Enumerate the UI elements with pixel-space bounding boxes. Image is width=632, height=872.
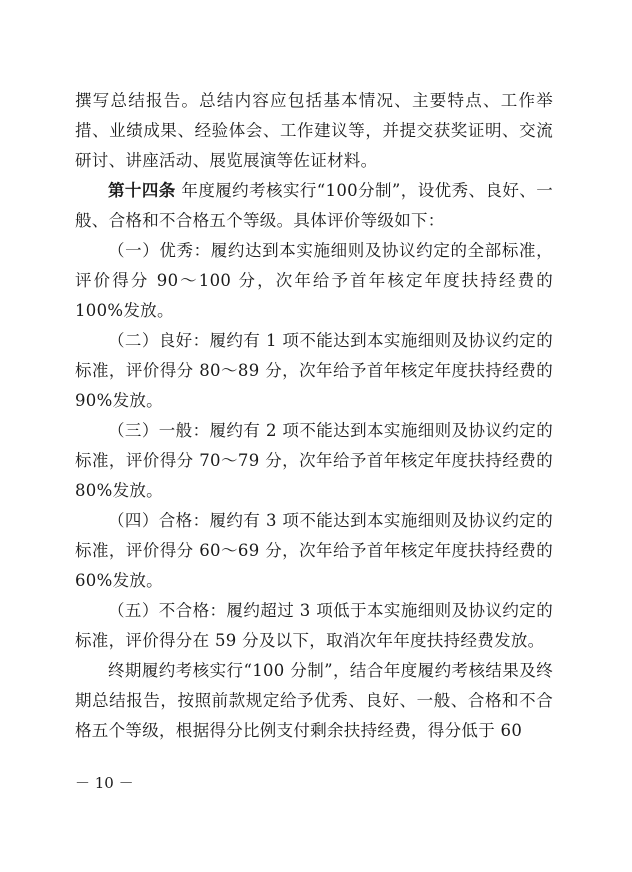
grade-average-paragraph: （三）一般：履约有 2 项不能达到本实施细则及协议约定的标准，评价得分 70～79 分，次年给予首年核定年度扶持经费的80%发放。 [75, 421, 553, 500]
grade-fail-paragraph: （五）不合格：履约超过 3 项低于本实施细则及协议约定的标准，评价得分在 59 分及以下，取消次年年度扶持经费发放。 [75, 601, 553, 650]
grade-good-paragraph: （二）良好：履约有 1 项不能达到本实施细则及协议约定的标准，评价得分 80～89 分，次年给予首年核定年度扶持经费的90%发放。 [75, 331, 553, 410]
grade-excellent-paragraph: （一）优秀：履约达到本实施细则及协议约定的全部标准，评价得分 90～100 分，次年给予首年核定年度扶持经费的 100%发放。 [75, 241, 553, 320]
paragraph-continuation: 撰写总结报告。总结内容应包括基本情况、主要特点、工作举措、业绩成果、经验体会、工作建议等，并提交获奖证明、交流研讨、讲座活动、展览展演等佐证材料。 [75, 91, 553, 170]
final-assessment-paragraph: 终期履约考核实行“100 分制”，结合年度履约考核结果及终期总结报告，按照前款规定给予优秀、良好、一般、合格和不合格五个等级，根据得分比例支付剩余扶持经费，得分低于 60 [75, 661, 553, 740]
article-14-paragraph [75, 176, 553, 236]
article-14-text: 年度履约考核实行“100分制”，设优秀、良好、一般、合格和不合格五个等级。具体评价等级如下： [75, 181, 554, 230]
article-14-label: 第十四条 [108, 181, 176, 200]
grade-pass-paragraph: （四）合格：履约有 3 项不能达到本实施细则及协议约定的标准，评价得分 60～69 分，次年给予首年核定年度扶持经费的60%发放。 [75, 511, 553, 590]
page-number: － 10 － [75, 774, 134, 792]
body-text [75, 86, 553, 746]
